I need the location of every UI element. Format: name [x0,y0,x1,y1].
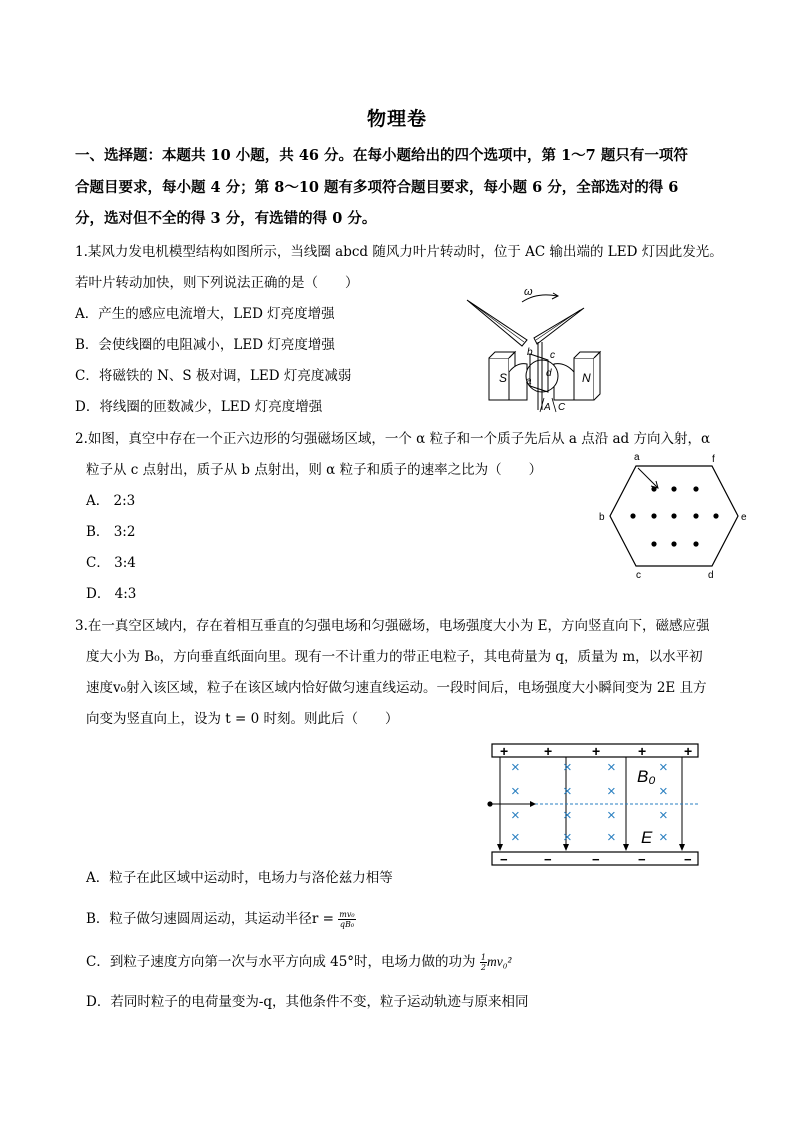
q1-stem-line-1: 1.某风力发电机模型结构如图所示，当线圈 abcd 随风力叶片转动时，位于 AC 输出端的 LED 灯因此发光。 [75,244,723,260]
q2-stem-line-2: 粒子从 c 点射出，质子从 b 点射出，则 α 粒子和质子的速率之比为（ ） [86,462,543,478]
svg-text:C: C [558,402,566,413]
svg-text:−: − [684,852,692,867]
section-line-1: 一、选择题：本题共 10 小题，共 46 分。在每小题给出的四个选项中，第 1～7 题只有一项符 [75,147,688,164]
svg-text:×: × [511,783,520,800]
q2-stem-line-1: 2.如图，真空中存在一个正六边形的匀强磁场区域，一个 α 粒子和一个质子先后从 a 点沿 ad 方向入射，α [75,431,711,447]
q3-field-figure [486,740,706,870]
q2-hexagon-figure [596,448,756,582]
svg-text:×: × [607,829,616,846]
svg-text:e: e [741,512,747,523]
svg-text:−: − [592,852,600,867]
section-line-3: 分，选对但不全的得 3 分，有选错的得 0 分。 [75,210,377,227]
svg-text:×: × [511,807,520,824]
svg-text:×: × [563,783,572,800]
svg-text:c: c [550,350,555,361]
svg-text:×: × [607,783,616,800]
blade-right [534,308,584,344]
svg-text:N: N [582,371,591,385]
q1-option-d: D．将线圈的匝数减少，LED 灯亮度增强 [75,399,323,415]
svg-text:−: − [500,852,508,867]
svg-text:×: × [563,807,572,824]
work-fraction: $\frac{1}{2}$ [480,953,486,972]
q3-option-b: B．粒子做匀速圆周运动，其运动半径r = $\frac{\text{mv₀}}{\text{qB₀}}$ [86,910,355,929]
svg-text:×: × [659,829,668,846]
svg-text:+: + [500,743,509,759]
svg-text:+: + [592,743,601,759]
svg-text:a: a [526,376,532,387]
svg-text:a: a [634,452,640,463]
q2-option-b: B． 3:2 [86,524,136,540]
svg-text:f: f [712,454,715,465]
svg-text:×: × [607,759,616,776]
q3-option-d: D．若同时粒子的电荷量变为-q，其他条件不变，粒子运动轨迹与原来相同 [86,994,529,1010]
svg-text:×: × [563,829,572,846]
q2-option-d: D． 4:3 [86,586,137,602]
q3-stem-line-2: 度大小为 B₀，方向垂直纸面向里。现有一不计重力的带正电粒子，其电荷量为 q，质量为 m，以水平初 [86,649,703,665]
q1-stem-line-2: 若叶片转动加快，则下列说法正确的是（ ） [75,275,359,291]
q3-option-c: C．到粒子速度方向第一次与水平方向成 45°时，电场力做的功为 $\frac{1}{2}$ mv₀² [86,953,512,972]
svg-text:×: × [659,807,668,824]
q1-option-a: A．产生的感应电流增大，LED 灯亮度增强 [75,306,335,322]
q3-option-a: A．粒子在此区域中运动时，电场力与洛伦兹力相等 [86,870,393,886]
blade-left [467,300,527,346]
svg-text:−: − [638,852,646,867]
svg-text:A: A [544,402,551,413]
b0-label: B₀ [637,767,656,786]
q1-option-c: C．将磁铁的 N、S 极对调，LED 灯亮度减弱 [75,368,352,384]
svg-text:×: × [511,759,520,776]
q3-stem-line-4: 向变为竖直向上，设为 t = 0 时刻。则此后（ ） [86,711,399,727]
svg-text:+: + [684,743,693,759]
svg-text:b: b [599,512,605,523]
svg-text:S: S [499,371,508,385]
page-title: 物理卷 [366,108,427,130]
radius-fraction: $\frac{\text{mv₀}}{\text{qB₀}}$ [339,910,355,929]
field-dots [630,486,718,546]
q3-stem-line-3: 速度v₀射入该区域，粒子在该区域内恰好做匀速直线运动。一段时间后，电场强度大小瞬间变为 2E 且方 [86,680,707,696]
omega-label: ω [524,286,533,298]
svg-text:×: × [659,783,668,800]
svg-text:×: × [607,807,616,824]
section-line-2: 合题目要求，每小题 4 分；第 8～10 题有多项符合题目要求，每小题 6 分，全部选对的得 6 [75,179,679,196]
svg-text:d: d [546,368,552,379]
entry-arrow [638,468,657,487]
charged-particle [487,801,492,806]
q1-option-b: B．会使线圈的电阻减小，LED 灯亮度增强 [75,337,335,353]
svg-text:×: × [511,829,520,846]
svg-text:−: − [544,852,552,867]
e-label: E [641,828,653,847]
q2-option-c: C． 3:4 [86,555,136,571]
svg-text:×: × [659,759,668,776]
svg-text:c: c [636,570,641,581]
svg-text:×: × [563,759,572,776]
svg-text:b: b [527,347,533,358]
q3-stem-line-1: 3.在一真空区域内，存在着相互垂直的匀强电场和匀强磁场，电场强度大小为 E，方向竖直向下，磁感应强 [75,618,710,634]
svg-text:+: + [544,743,553,759]
q1-generator-figure [462,282,622,414]
q2-option-a: A． 2:3 [86,493,136,509]
svg-text:+: + [638,743,647,759]
svg-text:d: d [708,570,714,581]
